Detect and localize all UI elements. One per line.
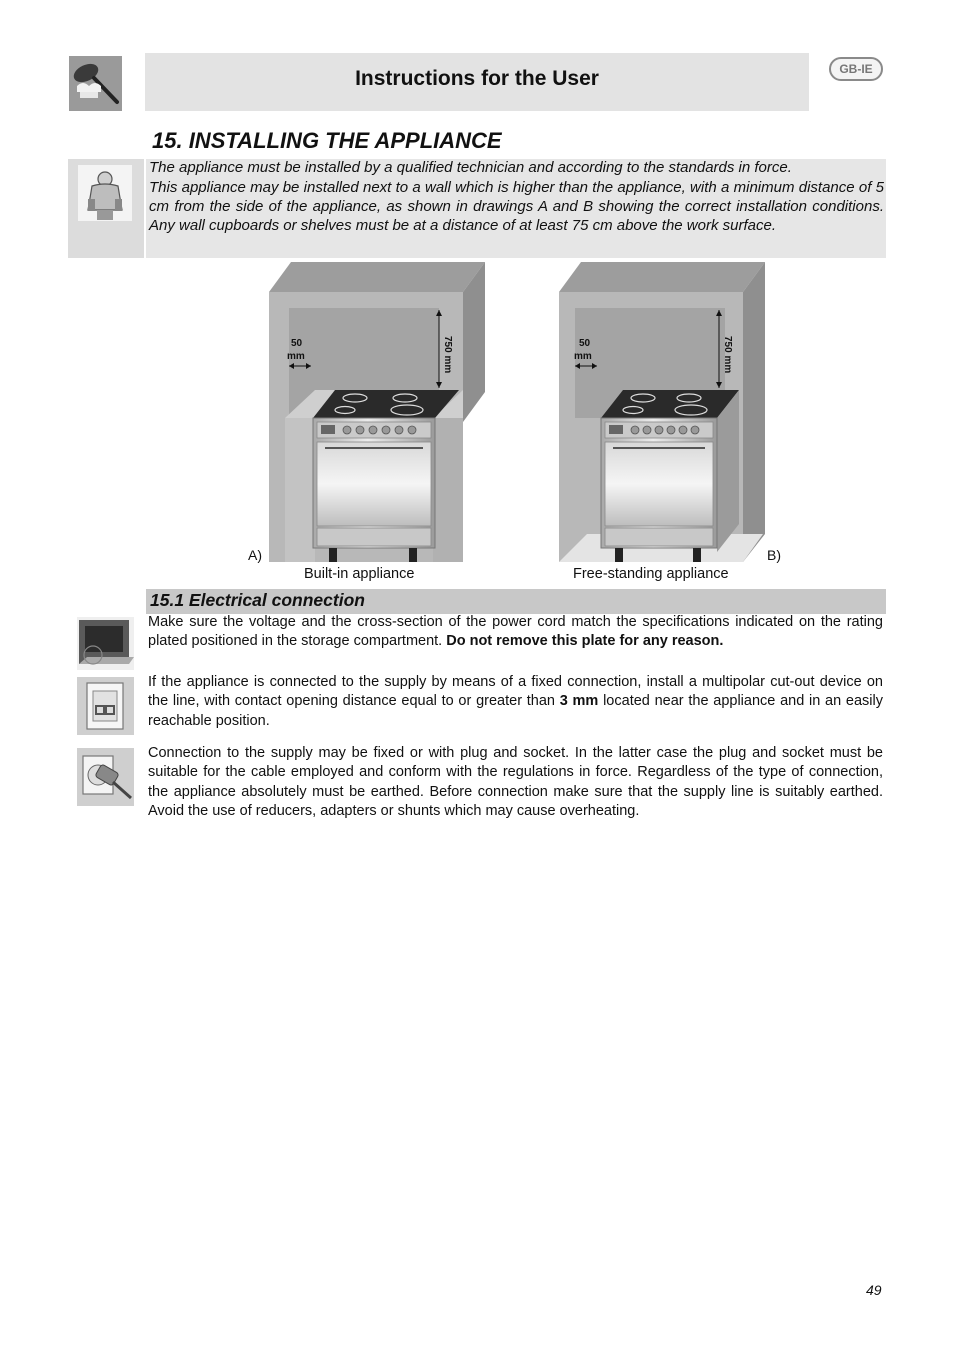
figure-a-letter: A) [248, 547, 262, 563]
page-header-title: Instructions for the User [355, 67, 599, 90]
figure-b-caption: Free-standing appliance [573, 566, 729, 582]
figure-built-in-appliance [265, 262, 487, 564]
technician-icon [68, 159, 144, 258]
oven-compartment-icon [77, 617, 134, 675]
figure-free-standing-appliance [557, 262, 769, 564]
electrical-paragraph-2 [148, 673, 883, 731]
subsection-title: 15.1 Electrical connection [150, 590, 365, 610]
side-clearance-value: 50 [291, 338, 303, 349]
para2-text-end: located near the appliance and in an easily reachable position. [148, 693, 883, 729]
para2-distance: 3 mm [559, 693, 599, 710]
electrical-paragraph-3: Connection to the supply may be fixed or with plug and socket. In the latter case the plug and socket must be suitable for the cable employed and conform with the regulations in force. Regardless of the type of connection, the appliance absolutely must be earthed. Before connection make sure that the supply line is suitably earthed. Avoid the use of reducers, adapters or shunts which may cause overheating. [148, 745, 883, 820]
height-clearance-label: 750 mm [442, 336, 453, 374]
para2-text-start: If the appliance is connected to the supply by means of a fixed connection, install a multipolar cut-out device on the line, with contact opening distance equal to or greater than [148, 674, 883, 710]
side-clearance-unit: mm [287, 351, 305, 362]
side-clearance-value: 50 [579, 338, 591, 349]
figure-b-letter: B) [767, 547, 781, 563]
plug-socket-icon [77, 748, 134, 811]
side-clearance-unit: mm [574, 351, 592, 362]
electrical-paragraph-1 [148, 613, 883, 652]
section-title: 15. INSTALLING THE APPLIANCE [152, 128, 502, 153]
intro-paragraph-1: The appliance must be installed by a qualified technician and according to the standards in force. [149, 159, 792, 176]
wall-switch-icon [77, 677, 134, 740]
intro-paragraph-2: This appliance may be installed next to a wall which is higher than the appliance, with a minimum distance of 5 cm from the side of the appliance, as shown in drawings A and B showing the correct installation conditions. Any wall cupboards or shelves must be at a distance of at least 75 cm above the work surface. [149, 179, 884, 234]
height-clearance-label: 750 mm [722, 336, 733, 374]
chef-spoon-logo-icon [69, 56, 122, 111]
language-badge: GB-IE [829, 57, 883, 81]
page-number: 49 [866, 1282, 882, 1298]
figure-a-caption: Built-in appliance [304, 566, 415, 582]
para1-text: Make sure the voltage and the cross-section of the power cord match the specifications indicated on the rating plated positioned in the storage compartment. [148, 614, 883, 650]
para1-warning: Do not remove this plate for any reason. [446, 633, 724, 650]
